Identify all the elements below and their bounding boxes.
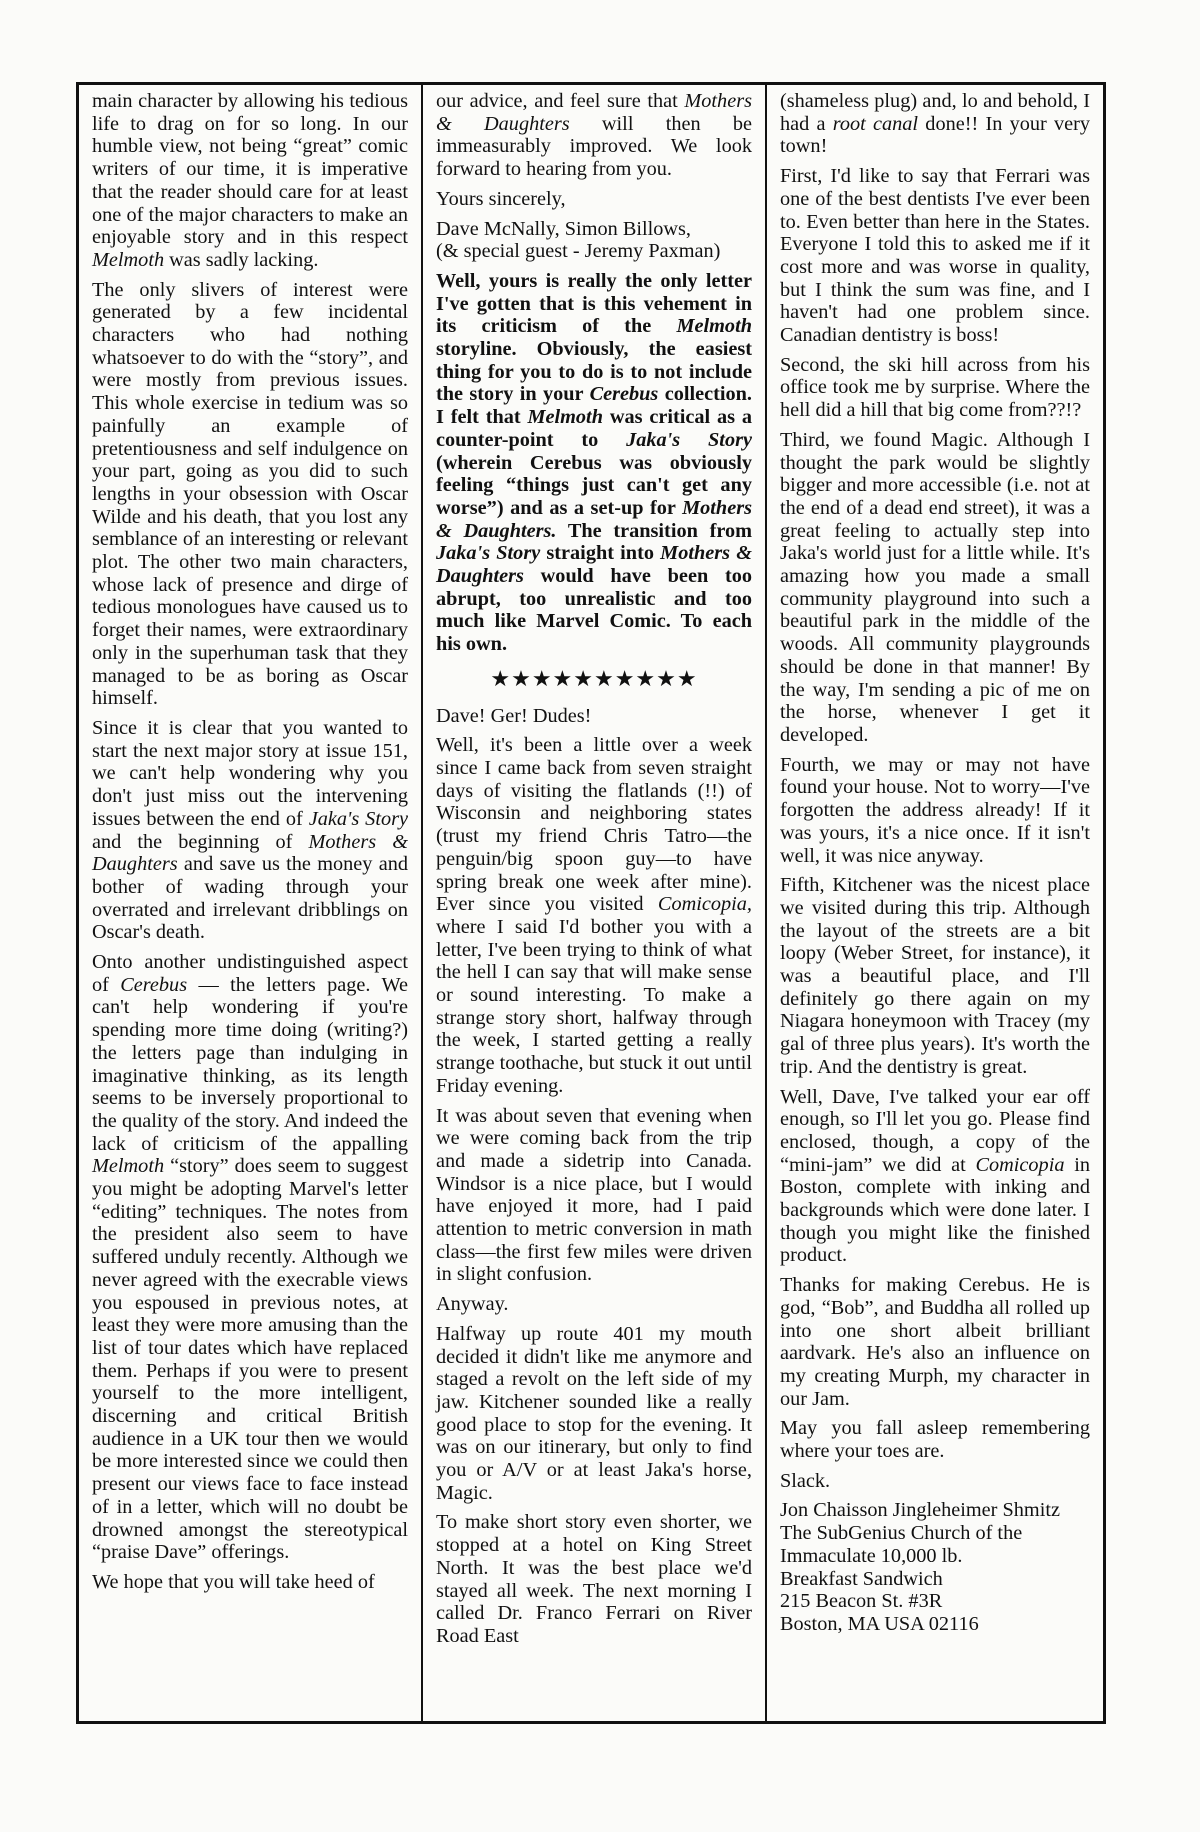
text-run: Yours sincerely,	[436, 187, 566, 210]
paragraph	[780, 354, 1090, 422]
italic-text: Comicopia	[975, 1153, 1065, 1176]
italic-text: Mothers & Daughters	[436, 90, 752, 135]
paragraph	[92, 717, 408, 944]
text-run: Jon Chaisson Jingleheimer Shmitz The SubGenius Church of the Immaculate 10,000 lb. Breakfast Sandwich 215 Beacon St. #3R Boston, MA USA 02116	[780, 1499, 1060, 1635]
paragraph	[780, 1274, 1090, 1410]
column-3	[767, 85, 1103, 1721]
text-run: — the letters page. We can't help wondering if you're spending more time doing (writing?) the letters page than indulging in imaginative thinking, as its length seems to be inversely proportional to the quality of the story. And indeed the lack of criticism of the appalling	[92, 973, 408, 1155]
text-run: storyline. Obviously, the easiest thing for you to do is to not include the story in your	[436, 338, 752, 406]
paragraph	[436, 1105, 752, 1287]
italic-text: Cerebus	[589, 383, 659, 406]
italic-text: Jaka's Story	[436, 542, 541, 565]
italic-text: Melmoth	[92, 248, 165, 271]
paragraph	[92, 951, 408, 1564]
text-run: Fourth, we may or may not have found your house. Not to worry—I've forgotten the address already! If it was yours, it's a nice once. If it isn't well, it was nice anyway.	[780, 753, 1090, 867]
italic-text: root canal	[832, 112, 919, 135]
text-run: To make short story even shorter, we stopped at a hotel on King Street North. It was the best place we'd stayed all week. The next morning I called Dr. Franco Ferrari on River Road East	[436, 1511, 752, 1647]
text-run: will then be immeasurably improved. We look forward to hearing from you.	[436, 112, 752, 181]
text-run: Slack.	[780, 1469, 831, 1492]
paragraph	[780, 1417, 1090, 1462]
paragraph	[436, 1323, 752, 1505]
text-run: Dave McNally, Simon Billows, (& special guest - Jeremy Paxman)	[436, 217, 721, 263]
text-run: our advice, and feel sure that	[436, 90, 685, 112]
paragraph	[92, 279, 408, 710]
paragraph	[92, 1571, 408, 1594]
paragraph	[780, 1086, 1090, 1268]
text-run: (shameless plug) and, lo and behold, I had a	[780, 90, 1090, 135]
text-run: Well, Dave, I've talked your ear off enough, so I'll let you go. Please find enclosed, though, a copy of the “mini-jam” we did at	[780, 1085, 1090, 1176]
italic-text: Mothers & Daughters.	[436, 496, 752, 542]
text-run: Anyway.	[436, 1293, 509, 1316]
text-run: would have been too abrupt, too unrealistic and too much like Marvel Comic. To each his own.	[436, 565, 752, 656]
text-run: We hope that you will take heed of	[92, 1571, 375, 1593]
column-2	[423, 85, 767, 1721]
text-run: Thanks for making Cerebus. He is god, “Bob”, and Buddha all rolled up into one short albeit brilliant aardvark. He's also an influence on my creating Murph, my character in our Jam.	[780, 1274, 1090, 1410]
text-run: Well, yours is really the only letter I've gotten that is this vehement in its criticism of the	[436, 269, 752, 338]
paragraph	[780, 754, 1090, 868]
paragraph	[92, 90, 408, 272]
text-run: Halfway up route 401 my mouth decided it didn't like me anymore and staged a revolt on the left side of my jaw. Kitchener sounded like a really good place to stop for the evening. It was on our itinerary, but only to find you or A/V or at least Jaka's horse, Magic.	[436, 1322, 752, 1504]
text-run: Well, it's been a little over a week since I came back from seven straight days of visiting the flatlands (!!) of Wisconsin and neighboring states (trust my friend Chris Tatro—the penguin/big spoon guy—to have spring break one week after mine). Ever since you visited	[436, 734, 752, 916]
italic-text: Mothers & Daughters	[436, 542, 752, 588]
paragraph	[436, 188, 752, 211]
star-divider	[436, 665, 752, 691]
text-run: Dave! Ger! Dudes!	[436, 704, 592, 727]
italic-text: Jaka's Story	[308, 807, 408, 830]
column-1	[79, 85, 423, 1721]
text-run: in Boston, complete with inking and backgrounds which were done later. I though you might like the finished product.	[780, 1153, 1090, 1267]
paragraph	[436, 90, 752, 181]
text-run: May you fall asleep remembering where your toes are.	[780, 1417, 1090, 1463]
paragraph	[780, 429, 1090, 747]
text-run: It was about seven that evening when we were coming back from the trip and made a sidetrip into Canada. Windsor is a nice place, but I would have enjoyed it more, had I paid attention to metric conversion in math class—the first few miles were driven in slight confusion.	[436, 1104, 752, 1286]
paragraph	[780, 874, 1090, 1078]
text-run: and save us the money and bother of wading through your overrated and irrelevant dribblings on Oscar's death.	[92, 853, 408, 944]
paragraph	[436, 734, 752, 1097]
text-run: straight into	[540, 542, 661, 565]
italic-text: Melmoth	[527, 406, 603, 429]
text-run: The only slivers of interest were generated by a few incidental characters who had nothing whatsoever to do with the “story”, and were mostly from previous issues. This whole exercise in tedium was so painfully an example of pretentiousness and self indulgence on your part, going as you did to such lengths in your obsession with Oscar Wilde and his death, that you lost any semblance of an interesting or relevant plot. The other two main characters, whose lack of presence and dirge of tedious monologues have caused us to forget their names, were extraordinary only in the superhuman task that they managed to be as boring as Oscar himself.	[92, 278, 408, 710]
text-run: “story” does seem to suggest you might be adopting Marvel's letter “editing” techniques. The notes from the president also seem to have suffered unduly recently. Although we never agreed with the execrable views you espoused in previous notes, at least they were more amusing than the list of tour dates which have replaced them. Perhaps if you were to present yourself to the more intelligent, discerning and critical British audience in a UK tour then we would be more interested since we could then present our views face to face instead of in a letter, which will no doubt be drowned amongst the stereotypical “praise Dave” offerings.	[92, 1155, 408, 1564]
italic-text: Melmoth	[676, 315, 752, 338]
italic-text: Melmoth	[92, 1155, 165, 1178]
text-run: done!! In your very town!	[780, 112, 1090, 158]
signature-block	[436, 218, 752, 263]
paragraph	[436, 705, 752, 728]
letters-page-frame	[76, 82, 1106, 1724]
text-run: Onto another undistinguished aspect of	[92, 951, 408, 996]
italic-text: Comicopia,	[657, 893, 752, 916]
paragraph	[436, 1293, 752, 1316]
text-run: (wherein Cerebus was obviously feeling “things just can't get any worse”) and as a set-up for	[436, 451, 752, 519]
text-run: and the beginning of	[92, 830, 309, 853]
text-run: where I said I'd bother you with a letter, I've been trying to think of what the hell I can say that will make sense or sound interesting. To make a strange story short, halfway through the week, I started getting a really strange toothache, but stuck it out until Friday evening.	[436, 915, 752, 1097]
text-run: Third, we found Magic. Although I thought the park would be slightly bigger and more accessible (i.e. not at the end of a dead end street), it was a great feeling to actually step into Jaka's world just for a little while. It's amazing how you made a small community playground into such a beautiful park in the middle of the woods. All community playgrounds should be done in that manner! By the way, I'm sending a pic of me on the horse, whenever I get it developed.	[780, 428, 1090, 746]
text-run: collection. I felt that	[436, 383, 752, 429]
italic-text: Jaka's Story	[626, 428, 752, 451]
paragraph	[436, 1511, 752, 1647]
text-run: was critical as a counter-point to	[436, 406, 752, 451]
text-run: First, I'd like to say that Ferrari was one of the best dentists I've ever been to. Even better than here in the States. Everyone I told this to asked me if it cost more and was worse in quality, but I think the sum was fine, and I haven't had one problem since. Canadian dentistry is boss!	[780, 165, 1090, 347]
paragraph	[780, 1470, 1090, 1493]
paragraph	[780, 165, 1090, 347]
italic-text: Mothers & Daughters	[92, 830, 408, 876]
italic-text: Cerebus	[120, 973, 188, 996]
signature-block	[780, 1499, 1090, 1635]
paragraph	[780, 90, 1090, 158]
text-run: main character by allowing his tedious life to drag on for so long. In our humble view, not being “great” comic writers of our time, it is imperative that the reader should care for at least one of the major characters to make an enjoyable story and in this respect	[92, 90, 408, 249]
text-run: was sadly lacking.	[164, 248, 319, 271]
text-run: Fifth, Kitchener was the nicest place we visited during this trip. Although the layout of the streets are a bit loopy (Weber Street, for instance), it was a beautiful place, and I'll definitely go there again on my Niagara honeymoon with Tracey (my gal of three plus years). It's worth the trip. And the dentistry is great.	[780, 874, 1090, 1078]
text-run: ★★★★★★★★★★	[490, 665, 698, 691]
editor-reply	[436, 270, 752, 656]
text-run: The transition from	[556, 519, 753, 542]
text-run: Since it is clear that you wanted to start the next major story at issue 151, we can't help wondering why you don't just miss out the intervening issues between the end of	[92, 716, 408, 830]
text-run: Second, the ski hill across from his office took me by surprise. Where the hell did a hill that big come from??!?	[780, 353, 1090, 422]
